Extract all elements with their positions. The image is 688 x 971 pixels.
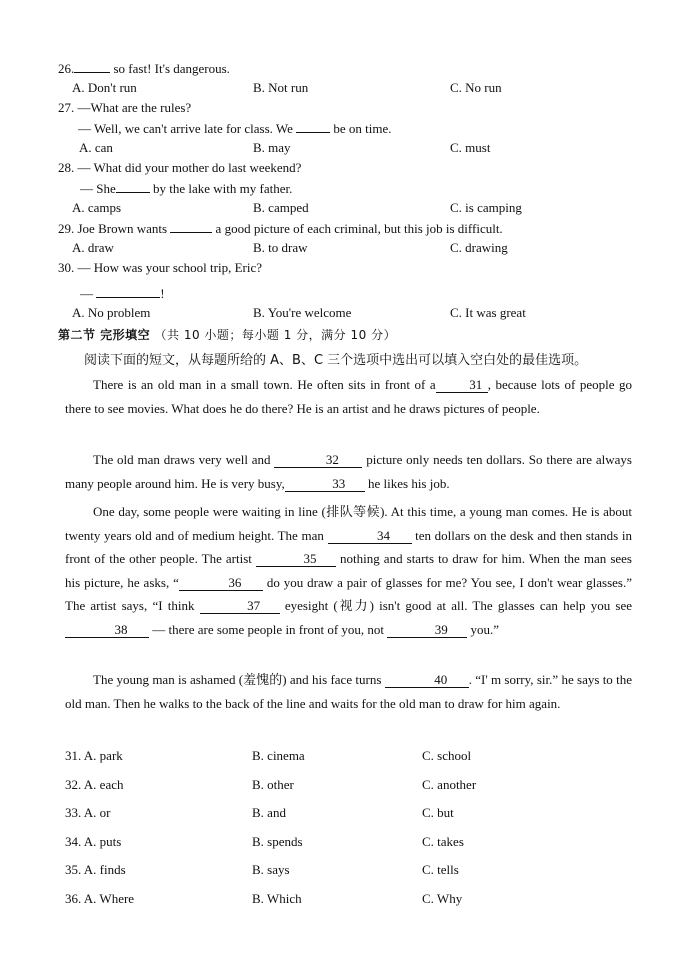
blank-36: 36 bbox=[179, 576, 263, 591]
blank-34: 34 bbox=[328, 529, 412, 544]
p2-text-a: The old man draws very well and bbox=[93, 452, 275, 467]
passage-paragraph-1 bbox=[65, 373, 632, 420]
q28-text-pre: — She bbox=[80, 181, 116, 196]
q29-option-a: A. draw bbox=[72, 240, 114, 255]
p4-text-a: The young man is ashamed (羞愧的) and his face turns bbox=[93, 672, 385, 687]
q26-option-c: C. No run bbox=[450, 80, 502, 95]
q30-stem: 30. — How was your school trip, Eric? bbox=[58, 260, 262, 275]
q29-option-c: C. drawing bbox=[450, 240, 508, 255]
section-note: （共 10 小题；每小题 1 分，满分 10 分） bbox=[154, 328, 397, 342]
q27-text-pre: — Well, we can't arrive late for class. We bbox=[78, 121, 297, 136]
cloze-31-option-a: 31. A. park bbox=[65, 748, 123, 763]
p3-text-e: eyesight (视力) isn't good at all. The glasses can help you see bbox=[279, 598, 632, 613]
q29-option-b: B. to draw bbox=[253, 240, 308, 255]
q27-blank bbox=[296, 120, 330, 133]
q27-stem: 27. —What are the rules? bbox=[58, 100, 192, 115]
cloze-35-option-a: 35. A. finds bbox=[65, 862, 126, 877]
q26-option-a: A. Don't run bbox=[72, 80, 137, 95]
q27-option-b: B. may bbox=[253, 140, 291, 155]
q27-line2 bbox=[78, 120, 392, 137]
q30-option-c: C. It was great bbox=[450, 305, 526, 320]
passage-paragraph-2 bbox=[65, 448, 632, 495]
q28-blank bbox=[116, 180, 150, 193]
p3-text-d: do you draw a pair of glasses for me? You see, I don't wear glasses.” The artist says, “I think bbox=[65, 574, 632, 613]
q30-option-a: A. No problem bbox=[72, 305, 151, 320]
q26-option-b: B. Not run bbox=[253, 80, 309, 95]
cloze-31-option-c: C. school bbox=[422, 748, 472, 763]
q30-text-post: ! bbox=[160, 286, 165, 301]
p2-text-c: he likes his job. bbox=[364, 475, 450, 491]
cloze-35-option-b: B. says bbox=[252, 862, 290, 877]
q30-text-pre: — bbox=[80, 286, 97, 301]
q28-stem: 28. — What did your mother do last weekend? bbox=[58, 160, 302, 175]
cloze-33-option-a: 33. A. or bbox=[65, 805, 111, 820]
q29-text-post: a good picture of each criminal, but this job is difficult. bbox=[212, 221, 503, 236]
blank-37: 37 bbox=[200, 599, 280, 614]
question-26 bbox=[58, 60, 230, 77]
cloze-32-option-a: 32. A. each bbox=[65, 777, 124, 792]
cloze-32-option-b: B. other bbox=[252, 777, 294, 792]
p1-text-b: , because lots of people go there to see movies. What does he do there? He is an artist and he draws pictures of people. bbox=[65, 377, 633, 416]
cloze-33-option-b: B. and bbox=[252, 805, 286, 820]
cloze-36-option-b: B. Which bbox=[252, 891, 302, 906]
cloze-32-option-c: C. another bbox=[422, 777, 477, 792]
q27-option-a: A. can bbox=[79, 140, 113, 155]
p3-text-f: — there are some people in front of you, not bbox=[149, 621, 388, 637]
passage-paragraph-4 bbox=[65, 668, 632, 715]
section-instruction: 阅读下面的短文，从每题所给的 A、B、C 三个选项中选出可以填入空白处的最佳选项。 bbox=[84, 353, 588, 368]
cloze-36-option-a: 36. A. Where bbox=[65, 891, 135, 906]
p3-text-c: nothing and starts to draw for him. When the man sees his picture, he asks, “ bbox=[65, 551, 632, 590]
q28-option-a: A. camps bbox=[72, 200, 122, 215]
blank-32: 32 bbox=[274, 453, 362, 468]
q27-option-c: C. must bbox=[450, 140, 491, 155]
q26-blank bbox=[74, 60, 110, 73]
q28-option-c: C. is camping bbox=[450, 200, 522, 215]
cloze-34-option-a: 34. A. puts bbox=[65, 834, 122, 849]
q27-text-post: be on time. bbox=[330, 121, 392, 136]
q30-option-b: B. You're welcome bbox=[253, 305, 352, 320]
q26-text: so fast! It's dangerous. bbox=[110, 61, 230, 76]
p3-text-a: One day, some people were waiting in line (排队等候). At this time, a young man comes. He is about twenty years old and of medium height. The man bbox=[65, 504, 632, 543]
p3-text-b: ten dollars on the desk and then stands in front of the other people. The artist bbox=[65, 527, 632, 566]
cloze-31-option-b: B. cinema bbox=[252, 748, 305, 763]
q29-blank bbox=[170, 220, 212, 233]
q29-text-pre: 29. Joe Brown wants bbox=[58, 221, 171, 236]
q26-number: 26. bbox=[58, 61, 75, 76]
q28-line2 bbox=[80, 180, 292, 197]
q28-option-b: B. camped bbox=[253, 200, 309, 215]
p3-text-g: you.” bbox=[467, 621, 500, 637]
blank-35: 35 bbox=[256, 552, 336, 567]
q28-text-post: by the lake with my father. bbox=[149, 181, 293, 196]
cloze-34-option-c: C. takes bbox=[422, 834, 464, 849]
blank-38: 38 bbox=[65, 623, 149, 638]
cloze-36-option-c: C. Why bbox=[422, 891, 463, 906]
cloze-35-option-c: C. tells bbox=[422, 862, 459, 877]
q30-blank bbox=[96, 285, 160, 298]
p2-text-b: picture only needs ten dollars. So there are always many people around him. He is very busy, bbox=[65, 452, 632, 491]
blank-31: 31 bbox=[436, 378, 488, 393]
cloze-33-option-c: C. but bbox=[422, 805, 454, 820]
blank-39: 39 bbox=[387, 623, 467, 638]
question-29 bbox=[58, 220, 503, 237]
p4-text-b: . “I' m sorry, sir.” he says to the old man. Then he walks to the back of the line and waits for the old man to draw for him again. bbox=[65, 672, 632, 711]
cloze-34-option-b: B. spends bbox=[252, 834, 303, 849]
section-header bbox=[58, 326, 396, 343]
blank-33: 33 bbox=[285, 477, 365, 492]
q30-line2 bbox=[80, 285, 165, 302]
passage-paragraph-3 bbox=[65, 500, 632, 641]
section-title: 第二节 完形填空 bbox=[58, 328, 151, 342]
p1-text-a: There is an old man in a small town. He often sits in front of a bbox=[93, 377, 436, 392]
blank-40: 40 bbox=[385, 673, 469, 688]
